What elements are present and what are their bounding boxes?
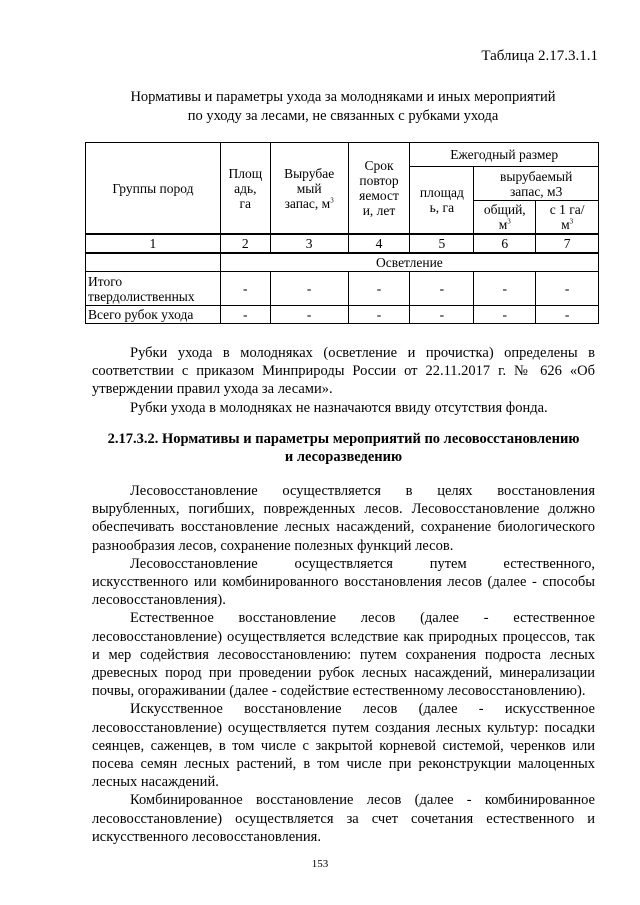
row-group: Итого твердолиственных	[86, 272, 221, 306]
header-group: Группы пород	[86, 143, 221, 235]
table-cell: -	[474, 306, 536, 324]
body-paragraphs	[92, 482, 595, 846]
header-cut-volume: Вырубае мый запас, $м^3$	[270, 143, 348, 235]
paragraph: Комбинированное восстановление лесов (далее - комбинированное лесовосстановление) осуществляется за счет сочетания естественного и искусственного лесовосстановления.	[92, 792, 595, 845]
table-caption-line-2: по уходу за лесами, не связанных с рубками ухода	[187, 108, 499, 124]
table-cell: -	[410, 306, 474, 324]
norms-table	[85, 142, 599, 324]
section-heading	[92, 430, 595, 466]
header-annual-cut-volume: вырубаемый запас, м3	[474, 167, 599, 201]
table-cell: -	[270, 272, 348, 306]
table-cell: -	[536, 306, 599, 324]
paragraph: Лесовосстановление осуществляется в целях восстановления вырубленных, погибших, поврежденных лесов. Лесовосстановление должно обеспечивать восстановление лесных насаждений, сохранение биологического разнообразия лесов, сохранение полезных функций лесов.	[92, 483, 595, 554]
header-repeat-term: Срок повтор яемост и, лет	[348, 143, 410, 235]
header-annual-area: площад ь, га	[410, 167, 474, 235]
section-heading-line-1: 2.17.3.2. Нормативы и параметры мероприятий по лесовосстановлению	[107, 431, 580, 447]
paragraph: Лесовосстановление осуществляется путем естественного, искусственного или комбинированного восстановления лесов (далее - способы лесовосстановления).	[92, 555, 595, 609]
header-total: общий, $м^3$	[474, 201, 536, 235]
column-number: 6	[474, 234, 536, 253]
table-cell: -	[220, 272, 270, 306]
table-cell: -	[410, 272, 474, 306]
paragraph: Рубки ухода в молодняках (осветление и прочистка) определены в соответствии с приказом Минприроды России от 22.11.2017 г. № 626 «Об утверждении правил ухода за лесами».	[92, 345, 595, 398]
header-per-hectare: с 1 га/ $м^3$	[536, 201, 599, 235]
section-name: Осветление	[220, 253, 598, 272]
table-cell: -	[348, 306, 410, 324]
column-number: 3	[270, 234, 348, 253]
table-cell: -	[270, 306, 348, 324]
table-cell: -	[348, 272, 410, 306]
paragraph: Рубки ухода в молодняках не назначаются ввиду отсутствия фонда.	[130, 399, 548, 416]
paragraph: Естественное восстановление лесов (далее - естественное лесовосстановление) осуществляется вследствие как природных процессов, так и мер содействия лесовосстановлению: путем сохранения подроста лесных древесных пород при проведении рубок лесных насаждений, минерализации почвы, огораживании (далее - содействие естественному лесовосстановлению).	[92, 610, 595, 700]
section-heading-line-2: и лесоразведению	[284, 449, 403, 465]
column-number: 5	[410, 234, 474, 253]
header-annual-size: Ежегодный размер	[410, 143, 599, 167]
table-cell: -	[474, 272, 536, 306]
row-group: Всего рубок ухода	[86, 306, 221, 324]
column-number: 2	[220, 234, 270, 253]
table-caption	[60, 88, 626, 126]
column-number: 1	[86, 234, 221, 253]
column-number: 7	[536, 234, 599, 253]
paragraph: Искусственное восстановление лесов (далее - искусственное лесовосстановление) осуществляется путем создания лесных культур: посадки сеянцев, саженцев, в том числе с закрытой корневой системой, черенков или посева семян лесных растений, в том числе при реконструкции малоценных лесных насаждений.	[92, 701, 595, 791]
top-paragraphs	[92, 344, 595, 417]
page-number: 153	[311, 858, 329, 870]
section-header	[86, 253, 221, 272]
table-number-label: Таблица 2.17.3.1.1	[481, 48, 598, 64]
column-number: 4	[348, 234, 410, 253]
header-area: Площ адь, га	[220, 143, 270, 235]
table-cell: -	[536, 272, 599, 306]
table-cell: -	[220, 306, 270, 324]
table-caption-line-1: Нормативы и параметры ухода за молодняками и иных мероприятий	[130, 89, 556, 105]
